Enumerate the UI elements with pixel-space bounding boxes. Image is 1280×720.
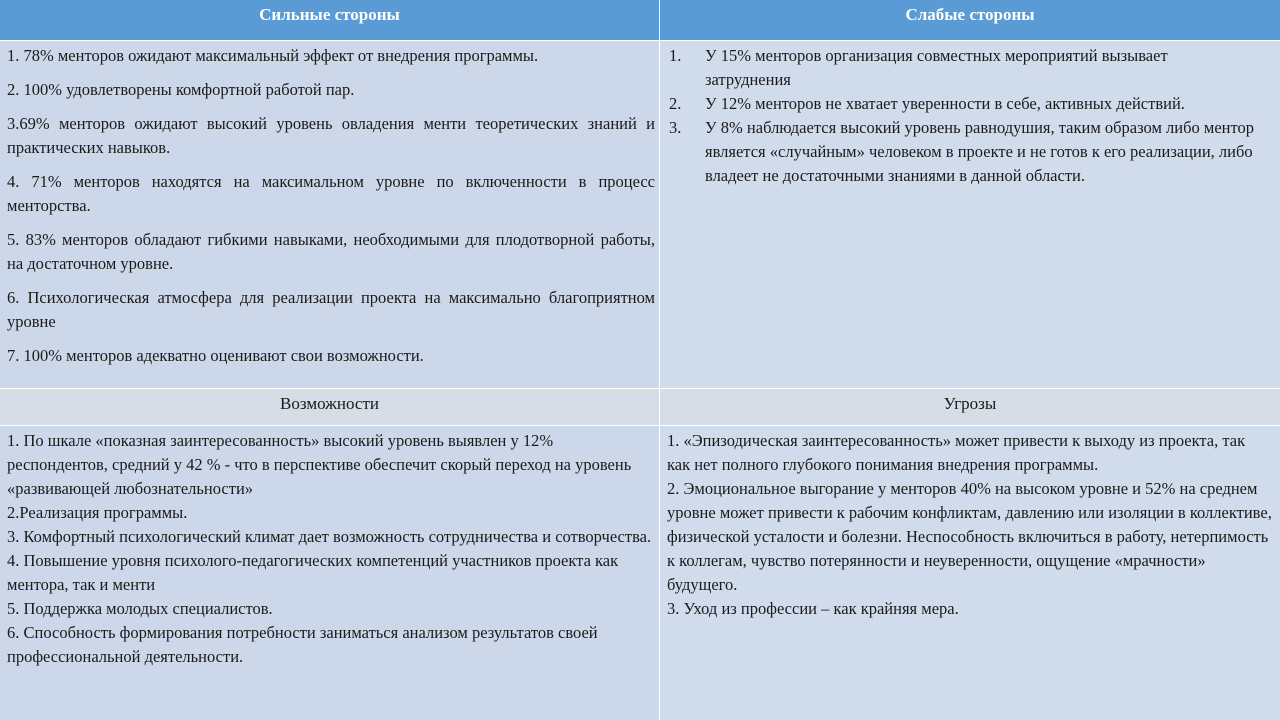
opportunities-header: Возможности bbox=[0, 389, 659, 425]
strength-item: 1. 78% менторов ожидают максимальный эффект от внедрения программы. bbox=[7, 46, 539, 65]
threat-item: 2. Эмоциональное выгорание у менторов 40% на высоком уровне и 52% на среднем уровне может привести к рабочим конфликтам, давлению или изоляции в коллективе, физической усталости и болезни. Неспособность включиться в работу, нетерпимость к коллегам, чувство потерянности и неуверенности, ощущение «мрачности» будущего. bbox=[667, 479, 1272, 594]
weakness-item bbox=[668, 44, 1256, 92]
weakness-number: 1. bbox=[669, 46, 682, 65]
opportunity-item: 2.Реализация программы. bbox=[7, 503, 188, 522]
strength-item: 2. 100% удовлетворены комфортной работой пар. bbox=[7, 80, 355, 99]
weaknesses-cell bbox=[660, 41, 1280, 388]
weakness-item bbox=[668, 92, 1256, 116]
strength-item: 6. Психологическая атмосфера для реализации проекта на максимально благоприятном уровне bbox=[7, 288, 655, 331]
weakness-text: У 12% менторов не хватает уверенности в себе, активных действий. bbox=[705, 94, 1185, 113]
threat-item: 3. Уход из профессии – как крайняя мера. bbox=[667, 599, 959, 618]
strength-item: 5. 83% менторов обладают гибкими навыками, необходимыми для плодотворной работы, на достаточном уровне. bbox=[7, 230, 655, 273]
weaknesses-header: Слабые стороны bbox=[660, 0, 1280, 40]
strengths-header: Сильные стороны bbox=[0, 0, 659, 40]
opportunity-item: 6. Способность формирования потребности заниматься анализом результатов своей профессиональной деятельности. bbox=[7, 623, 598, 666]
threat-item: 1. «Эпизодическая заинтересованность» может привести к выходу из проекта, так как нет полного глубокого понимания внедрения программы. bbox=[667, 431, 1246, 474]
weakness-text: У 8% наблюдается высокий уровень равнодушия, таким образом либо ментор является «случайным» человеком в проекте и не готов к его реализации, либо владеет не достаточными знаниями в данной области. bbox=[705, 118, 1254, 185]
opportunity-item: 5. Поддержка молодых специалистов. bbox=[7, 599, 273, 618]
strength-item: 3.69% менторов ожидают высокий уровень овладения менти теоретических знаний и практических навыков. bbox=[7, 114, 655, 157]
opportunity-item: 4. Повышение уровня психолого-педагогических компетенций участников проекта как ментора, так и менти bbox=[7, 551, 619, 594]
weakness-item bbox=[668, 116, 1256, 188]
threats-cell bbox=[660, 426, 1280, 720]
weakness-number: 3. bbox=[669, 118, 682, 137]
strength-item: 7. 100% менторов адекватно оценивают свои возможности. bbox=[7, 346, 424, 365]
strength-item: 4. 71% менторов находятся на максимальном уровне по включенности в процесс менторства. bbox=[7, 172, 655, 215]
opportunity-item: 1. По шкале «показная заинтересованность» высокий уровень выявлен у 12% респондентов, средний у 42 % - что в перспективе обеспечит скорый переход на уровень «развивающей любознательности» bbox=[7, 431, 632, 498]
weakness-text: У 15% менторов организация совместных мероприятий вызывает затруднения bbox=[705, 46, 1168, 89]
opportunity-item: 3. Комфортный психологический климат дает возможность сотрудничества и сотворчества. bbox=[7, 527, 652, 546]
threats-header: Угрозы bbox=[660, 389, 1280, 425]
strengths-cell bbox=[0, 41, 659, 388]
weakness-number: 2. bbox=[669, 94, 682, 113]
opportunities-cell bbox=[0, 426, 659, 720]
